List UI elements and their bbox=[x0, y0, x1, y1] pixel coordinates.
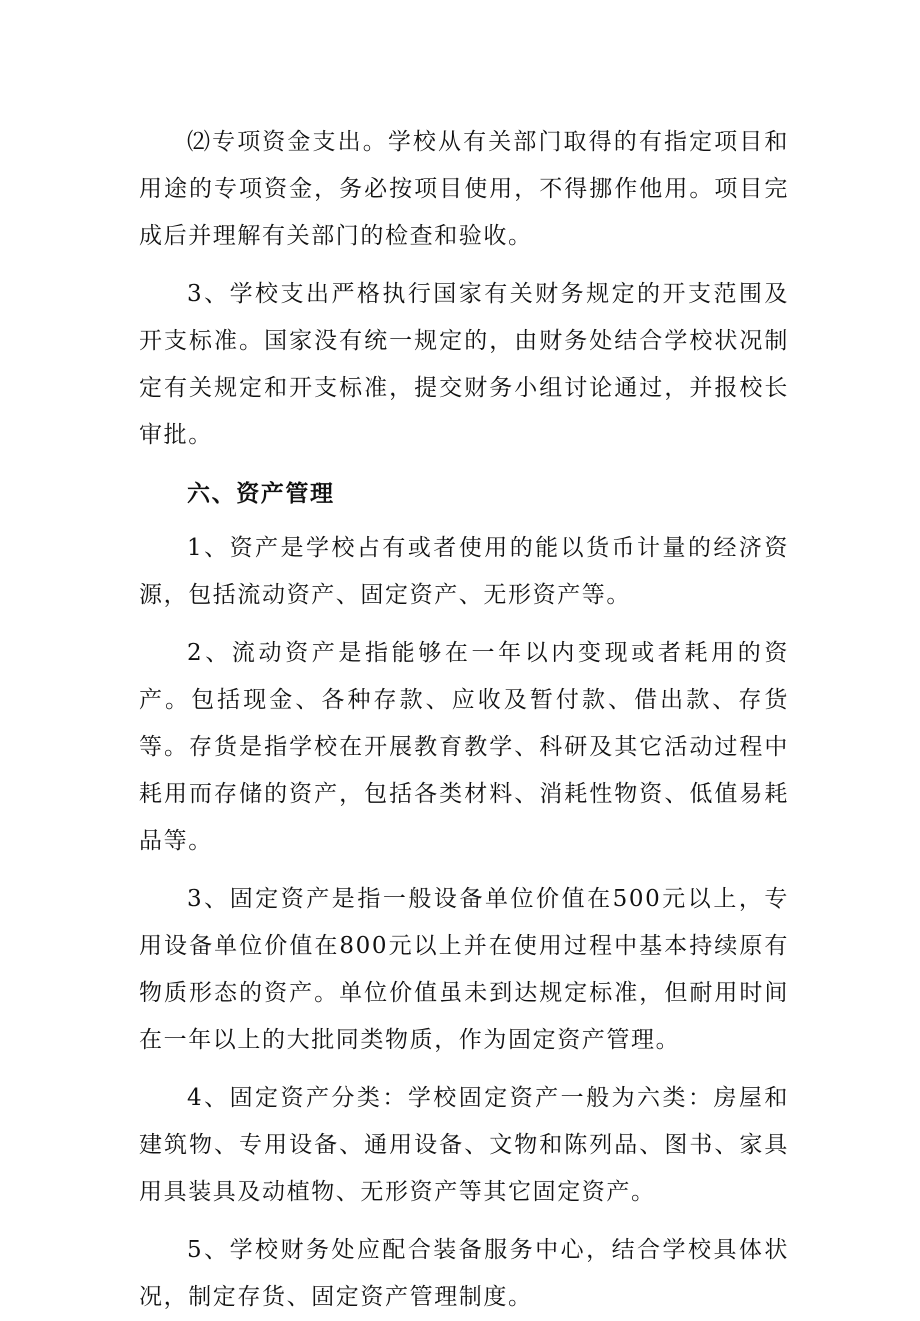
paragraph-expenditure-standards: 3、学校支出严格执行国家有关财务规定的开支范围及开支标准。国家没有统一规定的，由财务处结合学校状况制定有关规定和开支标准，提交财务小组讨论通过，并报校长审批。 bbox=[139, 281, 789, 448]
paragraph-management-system: 5、学校财务处应配合装备服务中心，结合学校具体状况，制定存货、固定资产管理制度。 bbox=[139, 1237, 789, 1310]
paragraph-fixed-asset-categories: 4、固定资产分类：学校固定资产一般为六类：房屋和建筑物、专用设备、通用设备、文物和陈列品、图书、家具用具装具及动植物、无形资产等其它固定资产。 bbox=[139, 1085, 789, 1205]
paragraph-assets-definition: 1、资产是学校占有或者使用的能以货币计量的经济资源，包括流动资产、固定资产、无形资产等。 bbox=[139, 535, 789, 608]
paragraph-fixed-assets: 3、固定资产是指一般设备单位价值在500元以上，专用设备单位价值在800元以上并在使用过程中基本持续原有物质形态的资产。单位价值虽未到达规定标准，但耐用时间在一年以上的大批同类物质，作为固定资产管理。 bbox=[139, 886, 789, 1053]
section-heading-asset-management: 六、资产管理 bbox=[187, 480, 335, 507]
paragraph-current-assets: 2、流动资产是指能够在一年以内变现或者耗用的资产。包括现金、各种存款、应收及暂付款、借出款、存货等。存货是指学校在开展教育教学、科研及其它活动过程中耗用而存储的资产，包括各类材料、消耗性物资、低值易耗品等。 bbox=[139, 640, 789, 854]
document-body bbox=[139, 119, 789, 1321]
paragraph-special-funds: ⑵专项资金支出。学校从有关部门取得的有指定项目和用途的专项资金，务必按项目使用，不得挪作他用。项目完成后并理解有关部门的检查和验收。 bbox=[139, 129, 789, 249]
